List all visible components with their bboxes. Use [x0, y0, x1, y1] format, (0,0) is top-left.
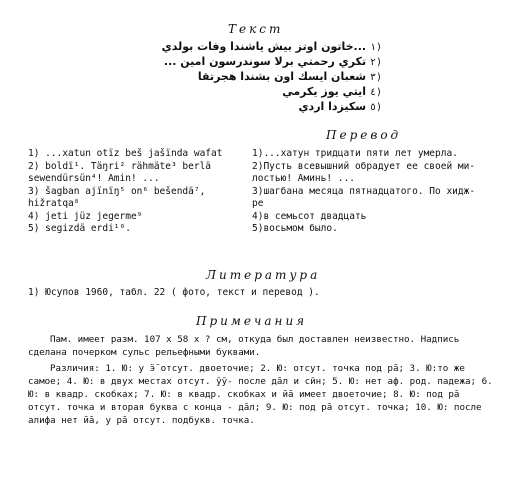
arabic-text-block [130, 40, 382, 115]
text-section-title: Текст [228, 22, 284, 36]
russian-translation-block [252, 148, 475, 236]
notes-paragraph-2: Различия: 1. Ю: у ӭ̈ отсут. двоеточие; 2. Ю: отсут. точка под рā; 3. Ю:то же самое; 4. Ю: в двух местах отсут. ӯӯ- после дāл и сӣн; 5. Ю: нет аф. род. падежа; 6. Ю: в квадр. скобках; 7. Ю: в квадр. скобках и йā имеет двоеточие; 8. Ю: под рā отсут. точка и вторая буква с конца - дāл; 9. Ю: под рā отсут. точка; 10. Ю: после алифа нет йā, у рā отсут. подбукв. точка. [28, 363, 493, 426]
translation-line: лостью! Аминь! ... [252, 173, 355, 184]
translit-line: 2) boldï¹. Täŋri² rähmäte³ berlä [28, 160, 212, 172]
translit-line: hižratqa⁸ [28, 198, 80, 209]
arabic-line: (٤ ايتي يوز يكرمي [282, 85, 382, 98]
translit-line: 5) segizdä erdi¹⁰. [28, 223, 131, 234]
notes-section-title: Примечания [196, 314, 308, 328]
translit-line: 1) ...xatun otïz beš jašïnda wafat [28, 148, 223, 159]
translation-section-title: Перевод [326, 128, 402, 142]
translit-line: sewendürsün⁴! Amin! ... [28, 173, 160, 184]
notes-paragraph-1: Пам. имеет разм. 107 x 58 x ? см, откуда был доставлен неизвестно. Надпись сделана почерком сульс рельефными буквами. [28, 334, 460, 358]
arabic-line: (١ ...خاتون اوتز بيش ياشندا وفات بولدي [161, 40, 382, 53]
literature-section-title: Литература [206, 268, 321, 282]
arabic-line: (٥ سكيزدا اردي [298, 100, 382, 113]
arabic-line: (٢ تكري رحمتي برلا سوندرسون امين ... [163, 55, 382, 68]
translation-line: 1)...хатун тридцати пяти лет умерла. [252, 148, 458, 159]
transliteration-block [28, 148, 222, 236]
literature-entry: 1) Юсупов 1960, табл. 22 ( фото, текст и перевод ). [28, 287, 320, 298]
translit-line: 4) jeti jüz jegerme⁹ [28, 210, 143, 222]
translation-line: 4)в семьсот двадцать [252, 210, 367, 222]
translation-line: 2)Пусть всевышний обрадует ее своей ми- [252, 160, 476, 172]
translation-line: 5)восьмом было. [252, 223, 338, 234]
translation-line: 3)шагбана месяца пятнадцатого. По хидж- [252, 185, 476, 197]
translit-line: 3) šagban ajïnïŋ⁵ on⁶ bešendä⁷, [28, 185, 206, 197]
translation-line: ре [252, 198, 264, 209]
arabic-line: (٣ شعبان ايسك اون بشندا هجرتقا [197, 70, 382, 83]
